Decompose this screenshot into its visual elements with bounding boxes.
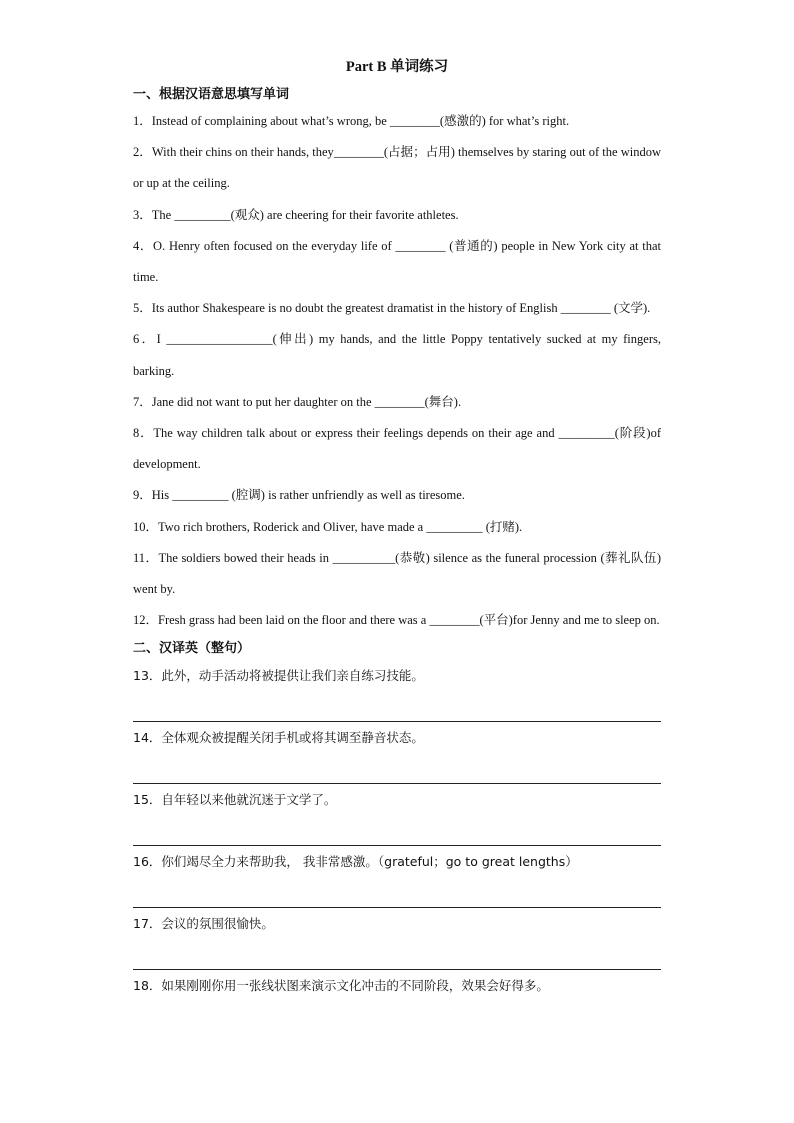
question-text: 自年轻以来他就沉迷于文学了。 [161, 792, 337, 808]
question-text-before: The way children talk about or express their feelings depends on their age and [153, 426, 559, 441]
answer-blank[interactable]: _________ [558, 426, 615, 441]
fill-in-question [133, 387, 661, 418]
question-text: 会议的氛围很愉快。 [161, 916, 274, 932]
fill-in-question [133, 106, 661, 137]
answer-line[interactable] [133, 877, 661, 908]
question-number: 16． [133, 854, 162, 870]
question-number: 1． [133, 114, 152, 128]
answer-blank[interactable]: ________ [395, 238, 446, 253]
answer-blank[interactable]: _________ [172, 488, 229, 503]
question-number: 13． [133, 668, 162, 684]
question-text-before: The [151, 207, 175, 222]
translation-prompt [133, 970, 661, 1001]
question-text: 如果刚刚你用一张线状图来演示文化冲击的不同阶段，效果会好得多。 [161, 978, 549, 994]
question-text-before: Instead of complaining about what’s wrong, be [151, 114, 390, 128]
question-text: 全体观众被提醒关闭手机或将其调至静音状态。 [161, 730, 424, 746]
answer-blank[interactable]: _________ [174, 207, 231, 222]
question-text-before: Two rich brothers, Roderick and Oliver, have made a [158, 519, 427, 534]
worksheet-page [133, 58, 661, 1001]
answer-blank[interactable]: __________ [332, 550, 396, 565]
section-heading-vocabulary: 一、根据汉语意思填写单词 [133, 87, 290, 102]
question-number: 12． [133, 613, 159, 628]
answer-blank[interactable]: _________________ [166, 332, 273, 347]
translation-prompt [133, 846, 661, 877]
question-number: 5． [133, 301, 152, 316]
fill-in-question [133, 231, 661, 293]
question-number: 6． [133, 332, 157, 347]
answer-blank[interactable]: ________ [333, 145, 384, 160]
translation-question [133, 660, 661, 722]
question-text-after: (恭敬) silence as the funeral procession (葬礼队伍) went by. [133, 550, 661, 597]
question-text-before: Fresh grass had been laid on the floor and there was a [158, 613, 430, 628]
question-text-before: Jane did not want to put her daughter on the [151, 394, 375, 409]
question-text-after: (打赌). [482, 519, 523, 534]
translation-prompt [133, 660, 661, 691]
fill-in-question [133, 605, 661, 636]
question-text-after: (占据；占用) themselves by staring out of the window or up at the ceiling. [133, 145, 661, 191]
fill-in-question [133, 418, 661, 480]
page-title: Part B 单词练习 [345, 59, 449, 75]
answer-blank[interactable]: ________ [389, 114, 440, 128]
question-text-before: His [151, 488, 173, 503]
question-number: 7． [133, 394, 152, 409]
question-number: 4． [133, 238, 154, 253]
question-number: 2． [133, 145, 152, 160]
translation-prompt [133, 908, 661, 939]
question-number: 11． [133, 550, 159, 565]
vocabulary-question-list [133, 106, 661, 636]
question-text-after: (舞台). [424, 394, 462, 409]
translation-question [133, 846, 661, 908]
question-text: 此外，动手活动将被提供让我们亲自练习技能。 [161, 668, 424, 684]
fill-in-question [133, 543, 661, 605]
answer-blank[interactable]: ________ [429, 613, 480, 628]
question-number: 18． [133, 978, 162, 994]
fill-in-question [133, 480, 661, 511]
question-text-after: (观众) are cheering for their favorite athletes. [230, 207, 459, 222]
question-text-after: (腔调) is rather unfriendly as well as tiresome. [228, 488, 465, 503]
translation-question [133, 784, 661, 846]
answer-blank[interactable]: _________ [426, 519, 483, 534]
question-text-after: (阶段)of development. [133, 426, 661, 472]
answer-blank[interactable]: ________ [560, 301, 611, 316]
question-text-after: (普通的) people in New York city at that time. [133, 238, 662, 285]
question-number: 17． [133, 916, 162, 932]
answer-blank[interactable]: ________ [374, 394, 425, 409]
translation-question [133, 908, 661, 970]
question-text-before: Its author Shakespeare is no doubt the greatest dramatist in the history of English [151, 301, 561, 316]
question-number: 8． [133, 426, 154, 441]
question-text-before: O. Henry often focused on the everyday life of [153, 238, 396, 253]
section-heading-translation: 二、汉译英（整句） [133, 641, 251, 657]
question-number: 15． [133, 792, 162, 808]
question-text-after: (伸出) my hands, and the little Poppy tentatively sucked at my fingers, barking. [133, 332, 661, 378]
question-text-after: (感激的) for what’s right. [439, 114, 570, 128]
fill-in-question [133, 324, 661, 386]
question-text-before: I [156, 332, 167, 347]
translation-prompt [133, 722, 661, 753]
answer-line[interactable] [133, 753, 661, 784]
translation-question-list [133, 660, 661, 1001]
question-number: 3． [133, 207, 152, 222]
question-text: 你们竭尽全力来帮助我， 我非常感激。（grateful；go to great lengths） [161, 854, 578, 870]
question-number: 14． [133, 730, 162, 746]
question-number: 10． [133, 519, 159, 534]
fill-in-question [133, 512, 661, 543]
question-text-after: (文学). [610, 301, 651, 316]
fill-in-question [133, 200, 661, 231]
answer-line[interactable] [133, 691, 661, 722]
fill-in-question [133, 137, 661, 199]
question-text-before: The soldiers bowed their heads in [158, 550, 333, 565]
answer-line[interactable] [133, 815, 661, 846]
question-text-after: (平台)for Jenny and me to sleep on. [479, 613, 660, 628]
answer-line[interactable] [133, 939, 661, 970]
question-number: 9． [133, 488, 152, 503]
translation-prompt [133, 784, 661, 815]
question-text-before: With their chins on their hands, they [151, 145, 334, 160]
translation-question [133, 970, 661, 1001]
fill-in-question [133, 293, 661, 324]
translation-question [133, 722, 661, 784]
